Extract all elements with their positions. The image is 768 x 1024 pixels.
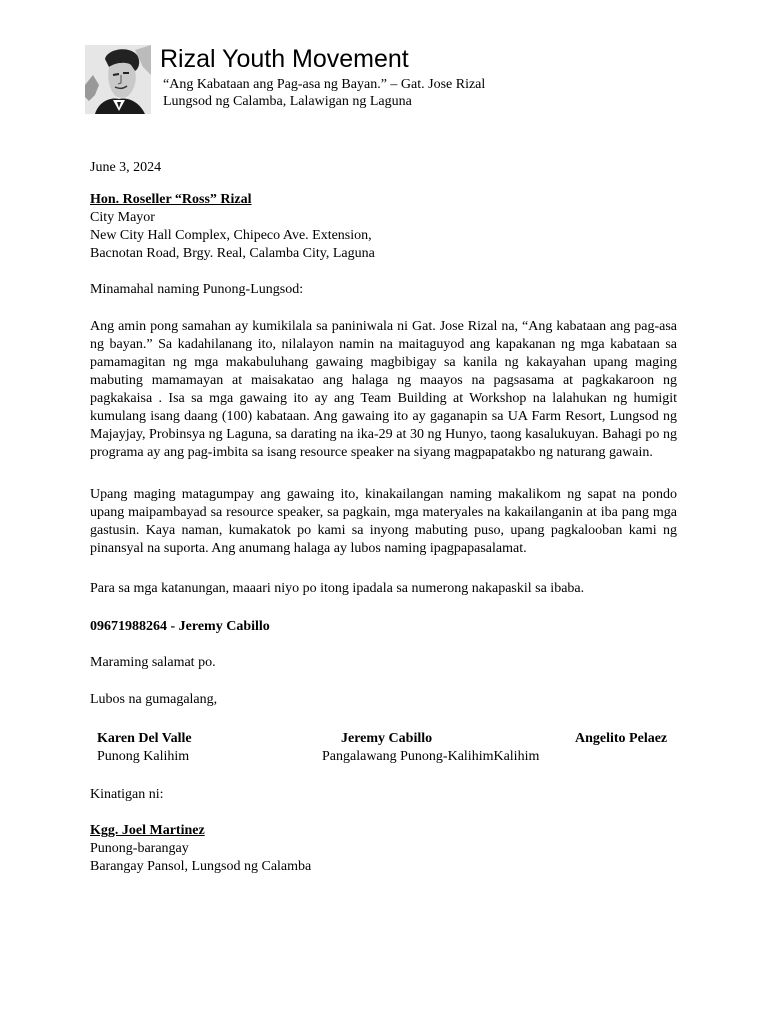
org-location: Lungsod ng Calamba, Lalawigan ng Laguna — [163, 94, 412, 109]
thanks-line: Maraming salamat po. — [90, 655, 216, 670]
approved-label: Kinatigan ni: — [90, 787, 164, 802]
signatory-role: Punong Kalihim — [97, 749, 190, 764]
signatory-name: Karen Del Valle — [97, 731, 192, 746]
addressee-address-line1: New City Hall Complex, Chipeco Ave. Extension, — [90, 228, 372, 243]
salutation: Minamahal naming Punong-Lungsod: — [90, 282, 304, 297]
approver-block — [90, 822, 677, 876]
signatory-2-role: Pangalawang Punong-KalihimKalihim — [322, 749, 540, 764]
signatory-3-name: Angelito Pelaez — [575, 731, 668, 746]
approver-address: Barangay Pansol, Lungsod ng Calamba — [90, 859, 312, 874]
addressee-block — [90, 191, 677, 263]
approver-title: Punong-barangay — [90, 841, 189, 856]
signatory-2-name: Jeremy Cabillo — [341, 731, 433, 746]
org-motto: “Ang Kabataan ang Pag-asa ng Bayan.” – Gat. Jose Rizal — [163, 77, 486, 92]
body-paragraph-1: Ang amin pong samahan ay kumikilala sa paniniwala ni Gat. Jose Rizal na, “Ang kabataan ang pag-asa ng bayan.” Sa kadahilanang ito, nilalayon namin na maitaguyod ang kapakanan ng mga kabataan sa pamamagitan ng mga makabuluhang gawaing magbibigay sa kanila ng kakayahan upang maging mabuting mamamayan at maisakatao ang halaga ng maayos na pagsasama at pagkakaroon ng pagkakaisa . Isa sa mga gawaing ito ay ang Team Building at Workshop na lalahukan ng humigit kumulang isang daang (100) kabataan. Ang gawaing ito ay gaganapin sa UA Farm Resort, Lungsod ng Majayjay, Probinsya ng Laguna, sa darating na ika-29 at 30 ng Hunyo, taong kasalukuyan. Bahagi po ng programa ay ang pag-imbita sa isang resource speaker na siyang magpapatakbo ng naturang gawain. — [90, 319, 677, 460]
signatory-1 — [97, 730, 192, 766]
org-name: Rizal Youth Movement — [160, 45, 409, 73]
addressee-title: City Mayor — [90, 210, 155, 225]
letter-date: June 3, 2024 — [90, 160, 162, 175]
body-paragraph-3: Para sa mga katanungan, maaari niyo po itong ipadala sa numerong nakapaskil sa ibaba. — [90, 581, 585, 596]
rizal-portrait-icon — [85, 45, 151, 114]
contact-line: 09671988264 - Jeremy Cabillo — [90, 619, 270, 634]
approver-name: Kgg. Joel Martinez — [90, 823, 205, 838]
addressee-name: Hon. Roseller “Ross” Rizal — [90, 192, 252, 207]
addressee-address-line2: Bacnotan Road, Brgy. Real, Calamba City, Laguna — [90, 246, 375, 261]
body-paragraph-2: Upang maging matagumpay ang gawaing ito, kinakailangan naming makalikom ng sapat na pondo upang maipambayad sa resource speaker, sa pagkain, mga materyales na kakailanganin at iba pang mga gastusin. Kaya naman, kumakatok po kami sa inyong mabuting puso, upang pagkalooban kami ng pinansyal na suporta. Ang anumang halaga ay lubos naming ipagpapasalamat. — [90, 487, 677, 556]
closing-line: Lubos na gumagalang, — [90, 692, 218, 707]
